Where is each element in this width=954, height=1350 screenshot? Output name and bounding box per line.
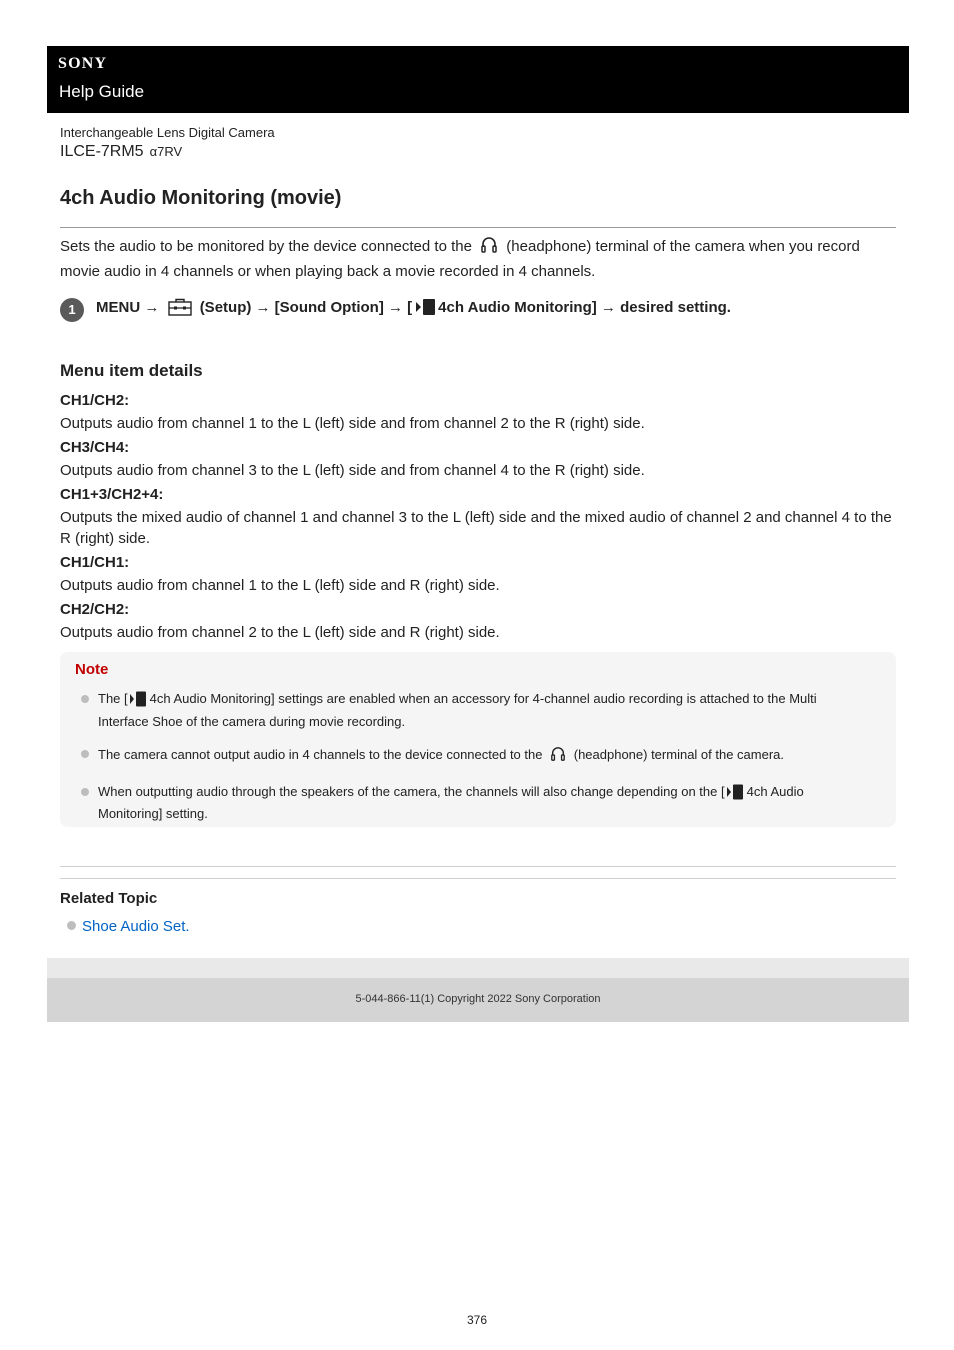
note-list	[80, 690, 870, 838]
note-item	[80, 783, 870, 824]
note-text: 4ch Audio Monitoring] settings are enabled when an accessory for 4-channel audio recording is attached to the Multi Interface Shoe of the camera during movie recording.	[98, 691, 817, 729]
model-name	[60, 143, 182, 161]
movie-audio-icon	[414, 298, 436, 323]
note-text: 4ch Audio Monitoring] setting.	[98, 783, 804, 821]
intro-text-1: Sets the audio to be monitored by the device connected to the	[60, 238, 472, 255]
headphone-icon	[480, 235, 498, 261]
step-setup-text: (Setup) → [Sound Option] → [	[199, 299, 413, 316]
step-number-badge: 1	[60, 298, 84, 322]
term-ch1-3-ch2-4: CH1+3/CH2+4:	[60, 486, 164, 503]
term-ch1-ch2: CH1/CH2:	[60, 392, 130, 409]
note-box	[60, 652, 896, 827]
step-instruction	[96, 297, 731, 323]
bullet-icon	[81, 750, 89, 758]
note-text: The camera cannot output audio in 4 channels to the device connected to the	[98, 747, 543, 762]
related-topic-heading: Related Topic	[60, 890, 158, 907]
desc-ch3-ch4: Outputs audio from channel 3 to the L (left) side and from channel 4 to the R (right) side.	[60, 462, 645, 479]
divider	[60, 866, 896, 867]
note-text: (headphone) terminal of the camera.	[573, 747, 785, 762]
step-item-text: 4ch Audio Monitoring] → desired setting.	[438, 299, 731, 316]
desc-ch1-ch1: Outputs audio from channel 1 to the L (left) side and R (right) side.	[60, 577, 500, 594]
copyright-text: 5-044-866-11(1) Copyright 2022 Sony Corporation	[355, 993, 601, 1005]
intro-text-2: (headphone) terminal of the camera when you record movie audio in 4 channels or when playing back a movie recorded in 4 channels.	[60, 238, 860, 280]
note-title: Note	[75, 661, 109, 678]
note-text: The [	[98, 691, 128, 706]
page-number: 376	[466, 1313, 488, 1327]
setup-toolbox-icon	[168, 298, 192, 323]
header-bar	[47, 46, 909, 113]
divider	[60, 878, 896, 879]
footer-bar	[47, 978, 909, 1022]
bullet-icon	[67, 921, 76, 930]
note-item	[80, 745, 870, 769]
term-ch3-ch4: CH3/CH4:	[60, 439, 130, 456]
related-topic-item	[67, 918, 190, 935]
title-divider	[60, 227, 896, 228]
bullet-icon	[81, 695, 89, 703]
headphone-icon	[550, 745, 566, 769]
desc-ch1-ch2: Outputs audio from channel 1 to the L (left) side and from channel 2 to the R (right) side.	[60, 415, 645, 432]
model-alias: α7RV	[149, 144, 183, 159]
page-title: 4ch Audio Monitoring (movie)	[60, 187, 342, 209]
menu-item-details-heading: Menu item details	[60, 361, 203, 380]
step-menu-text: MENU →	[96, 299, 160, 316]
bullet-icon	[81, 788, 89, 796]
term-ch2-ch2: CH2/CH2:	[60, 601, 130, 618]
product-line: Interchangeable Lens Digital Camera	[60, 125, 275, 140]
intro-paragraph	[60, 235, 900, 282]
desc-ch1-3-ch2-4: Outputs the mixed audio of channel 1 and channel 3 to the L (left) side and the mixed audio of channel 2 and channel 4 to the R (right) side.	[60, 509, 892, 547]
movie-audio-icon	[129, 691, 147, 713]
movie-audio-icon	[726, 784, 744, 806]
related-link-shoe-audio-set[interactable]: Shoe Audio Set.	[82, 918, 190, 935]
note-item	[80, 690, 870, 731]
note-text: When outputting audio through the speakers of the camera, the channels will also change depending on the [	[98, 783, 725, 799]
model-code: ILCE-7RM5	[60, 143, 144, 160]
sony-logo: SONY	[58, 55, 108, 72]
desc-ch2-ch2: Outputs audio from channel 2 to the L (left) side and R (right) side.	[60, 624, 500, 641]
footer-spacer	[47, 958, 909, 978]
term-ch1-ch1: CH1/CH1:	[60, 554, 130, 571]
help-guide-title: Help Guide	[59, 82, 145, 101]
menu-item-details	[60, 390, 896, 646]
